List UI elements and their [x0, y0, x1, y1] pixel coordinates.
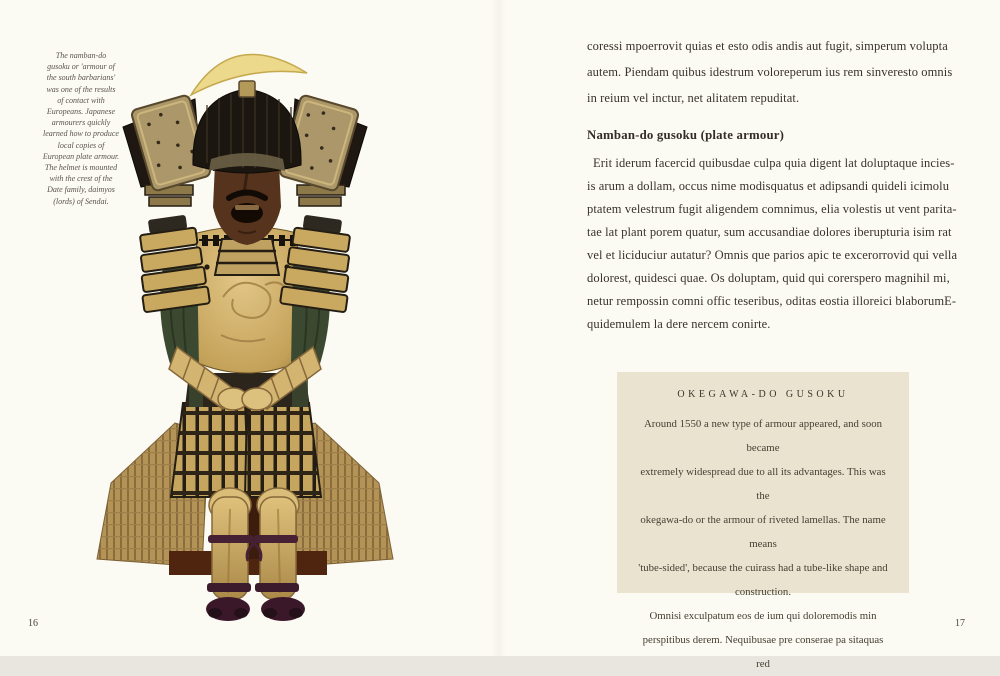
text-line: is arum a dollam, occus nime modisquatus et adipsandi quideli icimolu — [587, 179, 950, 193]
helmet-bowl — [193, 81, 301, 173]
text-line: Europeans. Japanese — [46, 107, 116, 117]
text-line: dolorest, quidesci quae. Os doluptam, quid qui corerspero magnihil mi, — [587, 271, 950, 285]
text-line: netur rempossin comni offic teseribus, oditas eostia illoreici blaborumE- — [587, 294, 957, 308]
text-line: ptatem velestrum fugit aligendem comnimus, elia volestis ut vent parita- — [587, 202, 957, 216]
box-paragraph-1 — [637, 412, 889, 604]
text-line: local copies of — [57, 140, 105, 150]
text-line: in reium vel inctur, net alitatem repuditat. — [587, 91, 800, 105]
text-line: with the crest of the — [49, 174, 113, 184]
text-line: Omnisi exculpatum eos de ium qui doloremodis min — [649, 610, 877, 622]
samurai-armour-photo — [95, 35, 395, 620]
samurai-armour-illustration — [95, 35, 395, 620]
box-title: OKEGAWA-DO GUSOKU — [677, 389, 849, 400]
text-line: learned how to produce — [43, 129, 119, 139]
text-line: coressi mpoerrovit quias et esto odis andis aut fugit, simperum volupta — [587, 39, 948, 53]
box-paragraph-2 — [637, 604, 889, 676]
page-number-left: 16 — [28, 618, 38, 629]
text-line: tae lat plant porem quatur, sum accusandiae dolores iberupturia isim rat — [587, 225, 952, 239]
text-line: vel et liciduciur autatur? Omnis que parios apic te excerorrovid qui vella — [587, 248, 958, 262]
intro-paragraph — [587, 33, 953, 111]
text-line: autem. Piendam quibus idestrum voloreperum ius rem sinveresto omnis — [587, 65, 953, 79]
text-line: Erit iderum facercid quibusdae culpa quia digent lat doluptaque incies- — [593, 156, 955, 170]
thigh-kusazuri — [171, 403, 321, 497]
text-line: the south barbarians' — [46, 73, 116, 83]
page-number-right: 17 — [955, 618, 965, 629]
text-line: was one of the results — [46, 84, 116, 94]
text-line: Around 1550 a new type of armour appeared, and soon became — [643, 418, 883, 454]
text-line: extremely widespread due to all its advantages. This was the — [640, 466, 886, 502]
text-line: perspitibus derem. Nequibusae pre conserae pa sitaquas red — [642, 634, 884, 670]
okegawa-sidebar-box — [617, 372, 909, 670]
text-line: of contact with — [57, 95, 105, 105]
text-line: European plate armour. — [42, 151, 120, 161]
text-line: (lords) of Sendai. — [53, 196, 109, 206]
page-gutter — [492, 0, 506, 656]
text-line: construction. — [734, 586, 792, 598]
text-line: quidemulem la dere nercem conirte. — [587, 317, 771, 331]
feet-wraps — [206, 597, 305, 621]
text-line: armourers quickly — [51, 118, 111, 128]
text-line: 'tube-sided', because the cuirass had a tube-like shape and — [638, 562, 888, 574]
text-line: Date family, daimyos — [47, 185, 115, 195]
text-line: okegawa-do or the armour of riveted lamellas. The name means — [640, 514, 886, 550]
text-line: The helmet is mounted — [44, 163, 118, 173]
text-line: The namban-do — [55, 51, 107, 60]
section-heading: Namban-do gusoku (plate armour) — [587, 128, 785, 142]
body-paragraph — [587, 152, 958, 336]
text-line: gusoku or 'armour of — [47, 62, 115, 72]
